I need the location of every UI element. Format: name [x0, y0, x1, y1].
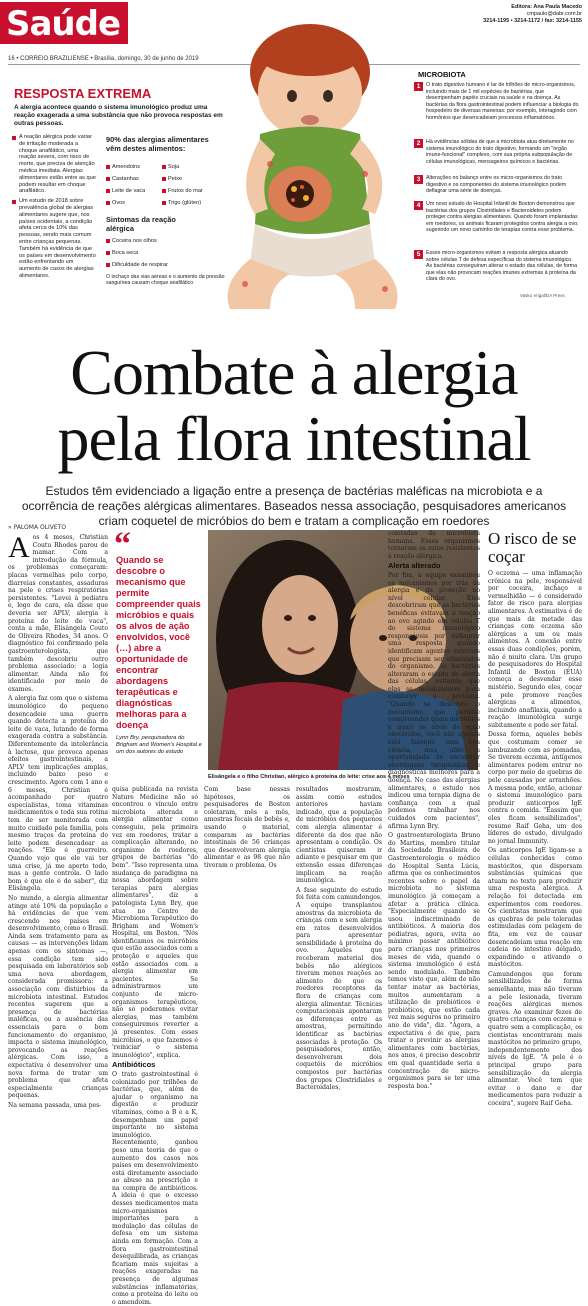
dropcap: A — [8, 531, 30, 564]
foods-title: 90% das alergias alimentares vêm destes alimentos: — [106, 135, 209, 153]
step-number: 5 — [414, 250, 423, 259]
step-text: Há evidências sólidas de que a microbiota atua diretamente no sistema imunológico do trato digestivo, formando um "órgão imune-funcional" complexo, com sua própria subpopulação de células imunológicas, mensageiros químicos e bactérias. — [426, 139, 574, 165]
section-title: Saúde — [6, 4, 121, 44]
paragraph: A alergia faz com que o sistema imunológico do pequeno desencadeie uma guerra quando detecta a proteína do leite de vaca, lutando de forma exagerada contra a substância. Diferentemente da intolerância à lactose, que provoca apenas efeitos gastrointestinais, a APLV tem implicações amplas, incluindo baixo peso e crescimento. Agora com 1 ano e 6 meses, Christian é acompanhado por quatro especialistas, toma vitaminas medicamentos e toda sua rotina tem de ser monitorada com muito cuidado pela família, pois mesmo traços da proteína do leite podem desencadear as reações. "Ele é guerreiro. Quando vejo que ele vai ter uma crise, já me aperto todo, mas a gente controla. O lado bom é que ele é de saber", diz Elisângela. — [8, 695, 108, 893]
microbiota-step — [414, 250, 580, 283]
paragraph: O gastroenterologista Bruno do Martins, membro titular da Sociedade Brasileira de Gastroenterologia e médico do Hospital Santa Lúcia, afirma que os conhecimentos recentes sobre o papel da microbiota no sistema imunológico já começam a afetar a prática clínica. "Especialmente quando se usou indiscriminado de antibióticos. A maioria dos pediatras, agora, evita ao máximo passar antibiótico para crianças nos primeiros meses de vida, quando o sistema imunológico é está sendo modulado. Também temos visto que, além de não tentar matar as bactérias, muitos aumentaram a utilização de prebióticos e probióticos, que estão cada vez mais seguros no primeiro ano de vida", diz. "Agora, a expectativa é de que, para tratar o previnir as alergias alimentares com bactérias, nos anos, é preciso descobrir em qual quantidade seria a concentração de micro-organismos para se ter uma resposta boa." — [388, 832, 480, 1090]
food-item: Frutos do mar — [162, 188, 203, 194]
food-box — [104, 134, 225, 296]
paragraph: No mundo, a alergia alimentar atinge até 10% da população e há evidências de que vem crescendo nos países em desenvolvimento, como o Brasil. Ainda sem tratamento para as causas — as intervenções lidam apenas com os sintomas —, essa condição tem sido pesquisada em laboratórios sob uma nova abordagem, considerada promissora: a associação com distúrbios da microbiota intestinal. Estudos recentes sugerem que a presença de bactérias maléficas, ou a ausência das essenciais para o bom funcionamento do organismo, impacta o sistema imunológico, provocando as reações alérgicas. Com isso, a expectativa é desenvolver uma nova forma de tratar um problema que afeta especialmente crianças pequenas. — [8, 894, 108, 1100]
paragraph: Os anticorpos IgE ligam-se a células conhecidas como mastócitos, que dispersam substâncias químicas que atuam no texto para produzir uma resposta alérgica. A relação foi detectada em experimentos com roedores. Os cientistas mostraram que as quebras de pele toleradas estimuladas com pelagem de fita, em vez de causar desencadeiam uma reação em cadeia no intestino delgado, expandindo e ativando o mastócitos. — [488, 847, 582, 969]
sidebar-bullet: A reação alérgica pode variar de irritação moderada a choque anafilático, uma reação severa, com risco de morte, que precisa de atenção médica imediata. Alergias alimentares estão entre as que podem resultar em choque anafilático. — [12, 134, 96, 195]
symptom-item: Dificuldade de respirar — [106, 262, 168, 268]
sidebar-story-title: O risco de se coçar — [488, 529, 577, 566]
paragraph: Dessa forma, aqueles bebês que costumam comer se lambuzando com as pomadas, Se tiverem eczema, antígenos alimentares podem entrar no corpo por meio de quebras de pele causadas por arranhões. A mesma pode, então, acionar o sistema imunológico para produzir anticorpos IgE contra o comida. "Eassim que eles ficam sensibilizados", resume Raif Geha, um dos líderes do estudo, divulgado no jornal Immunity. — [488, 731, 582, 845]
byline: » PALOMA OLIVETO — [8, 524, 67, 531]
deck: Estudos têm evidenciado a ligação entre a presença de bactérias maléficas na microbiota e a ocorrência de reações alérgicas alimentares. Baseados nessa associação, pesquisadores americanos criam coquetel de micróbios do bem e tratam a complicação em roedores — [21, 484, 567, 528]
microbiota-step — [414, 201, 580, 234]
paragraph: resultados mostraram, assim como estudos anteriores haviam indicado, que a população de micróbios dos pequenos com alergia alimentar é diferente da dos que não apresentam a condição. Os cientistas quiseram ir adiante e pesquisar em que extensão essas diferenças implicam na reação imunológica. — [296, 786, 382, 885]
step-number: 4 — [414, 201, 423, 210]
food-item: Peixe — [162, 176, 182, 182]
microbiota-step — [414, 139, 580, 165]
paragraph: O trato gastrointestinal é colonizado por trilhões de bactérias, que, além de ajudar o organismo na digestão e produzir vitaminas, como a B e a K, desempenham um papel importante no sistema imunológico. Recentemente, ganhou peso uma teoria de que o aumento dos casos nos países em desenvolvimento está diretamente associado ao abuso na prescrição e na compra de antibióticos. A ideia é que o excesso desses medicamentos mata micro-organismos importantes para a modulação das células de defesa em um sistema ainda em formação. Com a flora gastrointestinal desequilibrada, as crianças ficariam mais sujeitas a reações exageradas na presença de algumas substâncias inflamatórias, como a proteína do leite ou o amendoim. — [112, 1070, 198, 1306]
food-item: Leite de vaca — [106, 188, 145, 194]
food-item: Castanhas — [106, 176, 139, 182]
quote-attribution: Lynn Bry, pesquisadora do Brigham and Women's Hospital e um dos autores do estudo — [116, 735, 202, 755]
step-text: Alterações no balanço entre os micro-organismos do trato digestivo e os componentes do sistema imunológico podem deflagrar uma série de doenças. — [426, 175, 567, 194]
step-number: 1 — [414, 82, 423, 91]
sidebar-bullets — [12, 134, 96, 283]
article-column-3 — [204, 786, 290, 1022]
symptom-item: Coceira nos olhos — [106, 238, 157, 244]
paragraph: quisa publicada na revista Nature Medicine não só encontrou o vínculo entre microbiota alterada e alergia alimentar como conseguiu, pela primeira vez em roedores, tratar a complicação alterando, no organismo de roedores, grupos de bactérias "do bem". "Isso representa uma mudança de paradigma na nossa abordagem sobre terapias para alergias alimentares", diz a patologista Lynn Bry, que atua no Centro de Microbioma Terapêutico do Brigham and Women's Hospital, em Boston. "Nós identificamos os micróbios que estão associados com a proteção e aqueles que estão associados com a alergia alimentar em pacientes. Se administrarmos um conjunto de micro-organismos terapêuticos, não só poderemos evitar alergias, mas também conseguiremos reverter a já presentes. Com esses micróbios, o que fazemos é 'reiniciar' o sistema imunológico", explica. — [112, 786, 198, 1059]
paragraph: A fase seguinte do estudo foi feita com camundongos. A equipe transplantou amostras da microbiota de crianças com e sem alergia em ratos desenvolvidos para apresentar sensibilidade à proteína do ovo. Aqueles que receberam material dos bebês não alérgicos tiveram menos reações ao alimento do que os roedores receptores da flora de crianças com alergia alimentar. Técnicas computacionais apontaram as diferenças entre as amostras, permitindo identificar as bactérias associadas à proteção. Os pesquisadores, então, desenvolveram dois coquetéis de micróbios compostos por bactérias dos grupos Clostridiales e Bacteroidales, — [296, 886, 382, 1092]
section-badge — [0, 2, 128, 44]
photo-caption: Elisângela e o filho Christian, alérgico à proteína do leite: crise aos 4 meses — [208, 774, 410, 780]
paragraph: Por fim, a equipe examinou os mecanismos por trás da alergia e da proteção no nível celular. Eles descobriram que as bactérias benéficas evitavam a reação ao ovo agindo em células T do sistema imunológico responsáveis por deflagrar uma resposta quando identificam agentes externos que precisam ser eliminados do organismo. As bactérias alteraram o estado de alerta das células, evitando que elas se mobilizassem para combater a proteína. "Quando se descobre o mecanismo que permite compreender quais micróbios e quais os alvos de ação envolvidos, você não apenas está fazendo uma boa ciência, mas abre a oportunidade de encontrar abordagens terapêuticas e diagnósticas melhores para a doença. No caso das alergias alimentares, o estudo nos indicou uma terapia digna de confiança com a qual podemos trabalhar nos cuidados com pacientes", afirma Lynn Bry. — [388, 571, 481, 830]
step-number: 2 — [414, 139, 423, 148]
symptoms-title: Sintomas da reação alérgica — [106, 215, 176, 233]
quote-mark-icon: “ — [114, 526, 131, 563]
step-text: Um novo estudo do Hospital Infantil de Boston demonstrou que bactérias dos grupos Clostridiales e Bacteroidetes podem proteger contra alergias alimentares. Quando foram implantadas em roedores, os animais ficaram protegidos contra alergia a ovo, sugerindo um novo caminho de terapias contra esse problema. — [426, 201, 579, 233]
article-column-2 — [112, 786, 198, 1306]
editor-info — [483, 4, 582, 25]
paragraph: coletadas da microbiota humana. Esses organismos tornaram os ratos resistentes à reação alérgica. — [388, 530, 480, 560]
step-text: Esses micro-organismos evitam a resposta alérgica atuando sobre células T de defesa específicas do sistema imunológico. As bactérias conseguiram alterar o estado das células, de forma que elas não provocam reações imunes extremas à proteína da clara do ovo. — [426, 250, 578, 282]
sidebar-subtitle: A alergia acontece quando o sistema imunológico produz uma reação exagerada a uma substância que não provoca respostas em outras pessoas. — [14, 104, 223, 127]
microbiota-step — [414, 175, 580, 195]
paragraph: Com base nessas hipóteses, os pesquisadores de Boston coletaram, mês a mês, amostras fecais de bebês e, usando o material, comparam as bactérias intestinais de 56 crianças que desenvolveram alergia alimentar e as 98 que não tiveram o problema. Os — [204, 786, 290, 869]
issue-line: 16 • CORREIO BRAZILIENSE • Brasília, domingo, 30 de junho de 2019 — [8, 56, 199, 62]
symptom-note: O inchaço das vias aéreas e o aumento da pressão sanguínea causam choque anafilático — [106, 274, 225, 287]
paragraph: os 4 meses, Christian Coutu Rhodes parou de mamar. Com a introdução da fórmula, os problemas começaram: placas vermelhas pelo corpo, diarreias constantes, assaduras na pele e crises respiratórias persistentes. "Levei à pediatra e, logo de cara, ela disse que deveria ser APLV, alergia à proteína do leite de vaca", conta a mãe, Elisângela Couto de Oliveira Rhodes, 34 anos. O diagnóstico foi confirmado pela gastroenterologista, que também descobriu outro problema associado: a logia alimentar. Ainda não foi identificado por meio de exames. — [8, 534, 108, 693]
paragraph: Camundongos que foram sensibilizados de forma semelhante, mas não tiveram a pele lesionada, tiveram reações alérgicas menos graves. Ao examinar fezes de quatro crianças com eczema e quatro sem a complicação, os cientistas encontraram mais mastócitos no primeiro grupo, independentemente dos níveis de IgE. "A pele é o principal grupo para sensibilização da alergia alimentar. Você tem que evitar o dano e dar medicamentos para reduzir a coceira", sugere Raif Geha. — [488, 970, 582, 1107]
sidebar-title: RESPOSTA EXTREMA — [14, 86, 152, 101]
paragraph: O eczema — uma inflamação crônica na pele, responsável por coceira, inchaço e vermelhidão — é considerado fator de risco para alergias alimentares. A estimativa é de que mais da metade das crianças com eczema são alérgicas a um ou mais alimentos. A conexão entre essas duas condições, porém, não é muito clara. Um grupo de pesquisadores do Hospital Infantil de Boston (EUA) começa a desvendar esse mistério. Segundo eles, coçar a pele promove reações alérgicas a alimentos, incluindo anafilaxia, quando a reação imunológica surge subitamente e pode ser fatal. — [488, 570, 582, 729]
food-item: Soja — [162, 164, 179, 170]
food-item: Ovos — [106, 200, 125, 206]
subhead: Antibióticos — [112, 1060, 156, 1070]
symptom-item: Boca seca — [106, 250, 138, 256]
food-item: Trigo (glúten) — [162, 200, 201, 206]
microbiota-title: MICROBIOTA — [418, 70, 466, 79]
article-column-1 — [8, 531, 108, 1109]
illustration-credit: Vasko Vrigal/DA Press — [520, 293, 565, 298]
article-column-4 — [296, 786, 382, 1092]
headline-line-2: pela flora intestinal — [57, 403, 531, 474]
pull-quote: Quando se descobre o mecanismo que permite compreender quais micróbios e quais os alvos de ação envolvidos, você (…) abre a oportunidade de encontrar abordagens terapêuticas e diagnósticas melhoras para a doença — [116, 555, 201, 730]
article-column-5 — [388, 530, 481, 1090]
editor-name: Editora: Ana Paula Macedo — [511, 4, 582, 10]
microbiota-step — [414, 82, 580, 121]
headline-line-1: Combate à alergia — [70, 337, 518, 408]
editor-email: cmpaulo@dabr.com.br — [526, 11, 582, 17]
subhead: Alerta alterado — [388, 561, 441, 571]
paragraph: Na semana passada, uma pes- — [8, 1101, 102, 1109]
step-number: 3 — [414, 175, 423, 184]
step-text: O trato digestivo humano é lar de trilhões de micro-organismos, incluindo mais de 1 mil espécies de bactérias, que desempenham papéis cruciais na saúde e na doença. As bactérias da flora gastrointestinal podem influenciar a biologia do hospedeiro de diversas maneiras: por exemplo, interagindo com hormônios que desencadeiam processos inflamatórios. — [426, 82, 579, 121]
sidebar-story-body — [488, 570, 582, 1107]
editor-phones: 3214-1195 • 3214-1172 / fax: 3214-1155 — [483, 18, 582, 24]
food-item: Amendoins — [106, 164, 140, 170]
sidebar-bullet: Um estudo de 2018 sobre prevalência global de alergias alimentares sugere que, nos países ocidentais, a condição afeta cerca de 10% das pessoas, sendo mais comum entre crianças pequenas. Também há evidência de que os países em desenvolvimento estão enfrentando um aumento de casos de alergias alimentares. — [12, 198, 96, 280]
